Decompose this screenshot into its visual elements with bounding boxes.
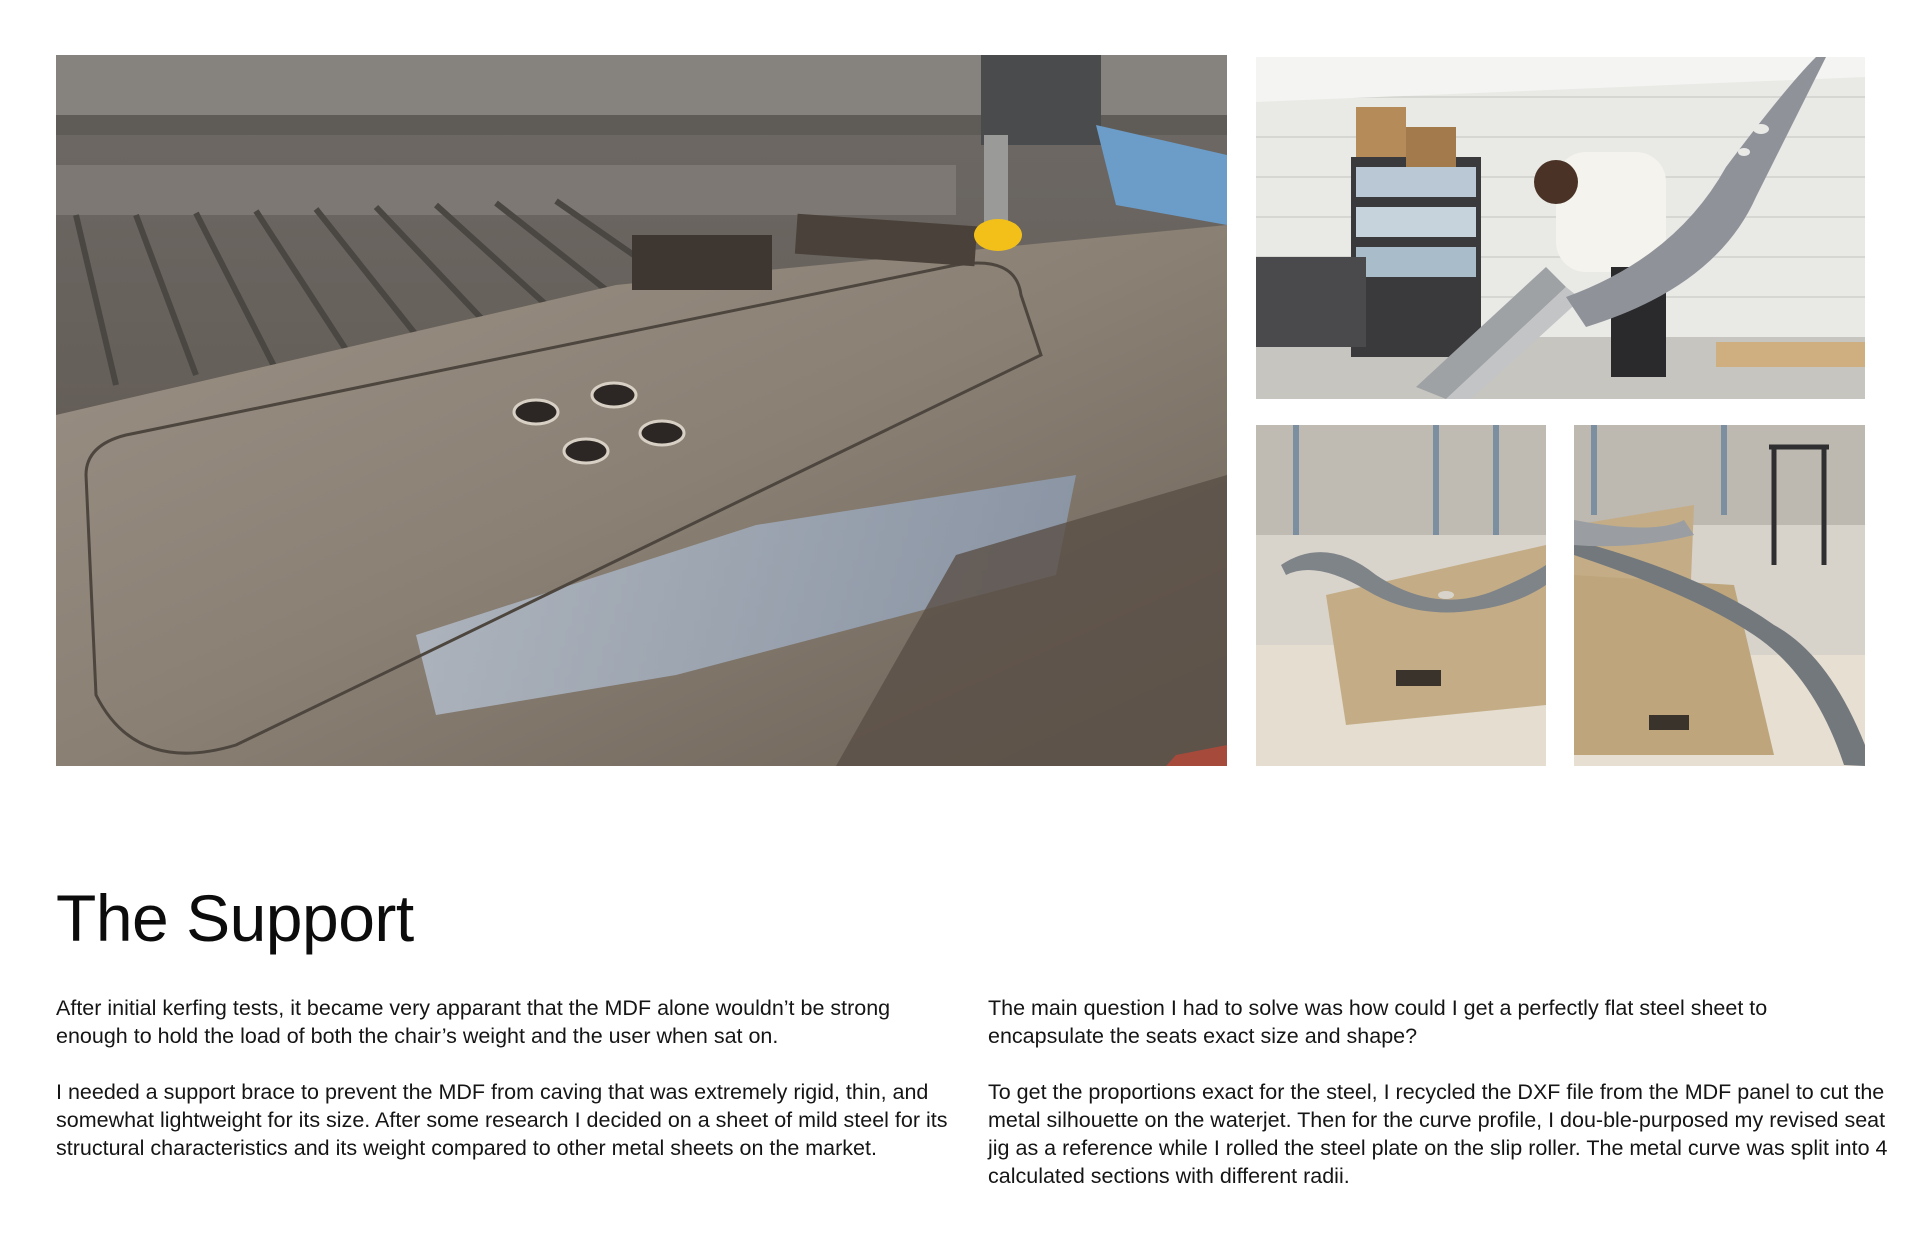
paragraph-kerfing-tests: After initial kerfing tests, it became very apparant that the MDF alone wouldn’t be strong enough to hold the load of both the chair’s weight and the user when sat on. <box>56 996 891 1048</box>
slip-roller-photo <box>1256 57 1865 399</box>
paragraph-proportions: To get the proportions exact for the steel, I recycled the DXF file from the MDF panel to cut the metal silhouette on the waterjet. Then for the curve profile, I dou-ble-purposed my revised seat jig as a reference while I rolled the steel plate on the slip roller. The metal curve was split into 4 calculated sections with different radii. <box>988 1080 1888 1188</box>
seat-jig-photo-side <box>1574 425 1865 766</box>
paragraph-support-brace: I needed a support brace to prevent the MDF from caving that was extremely rigid, thin, and somewhat lightweight for its size. After some research I decided on a sheet of mild steel for its structural characteristics and its weight compared to other metal sheets on the market. <box>56 1080 948 1160</box>
paragraph-main-question: The main question I had to solve was how could I get a perfectly flat steel sheet to encapsulate the seats exact size and shape? <box>988 996 1768 1048</box>
seat-jig-photo-front <box>1256 425 1546 766</box>
text-column-right <box>988 994 1888 1218</box>
page-title: The Support <box>56 881 414 955</box>
text-column-left <box>56 994 956 1190</box>
waterjet-cutting-photo <box>56 55 1227 766</box>
